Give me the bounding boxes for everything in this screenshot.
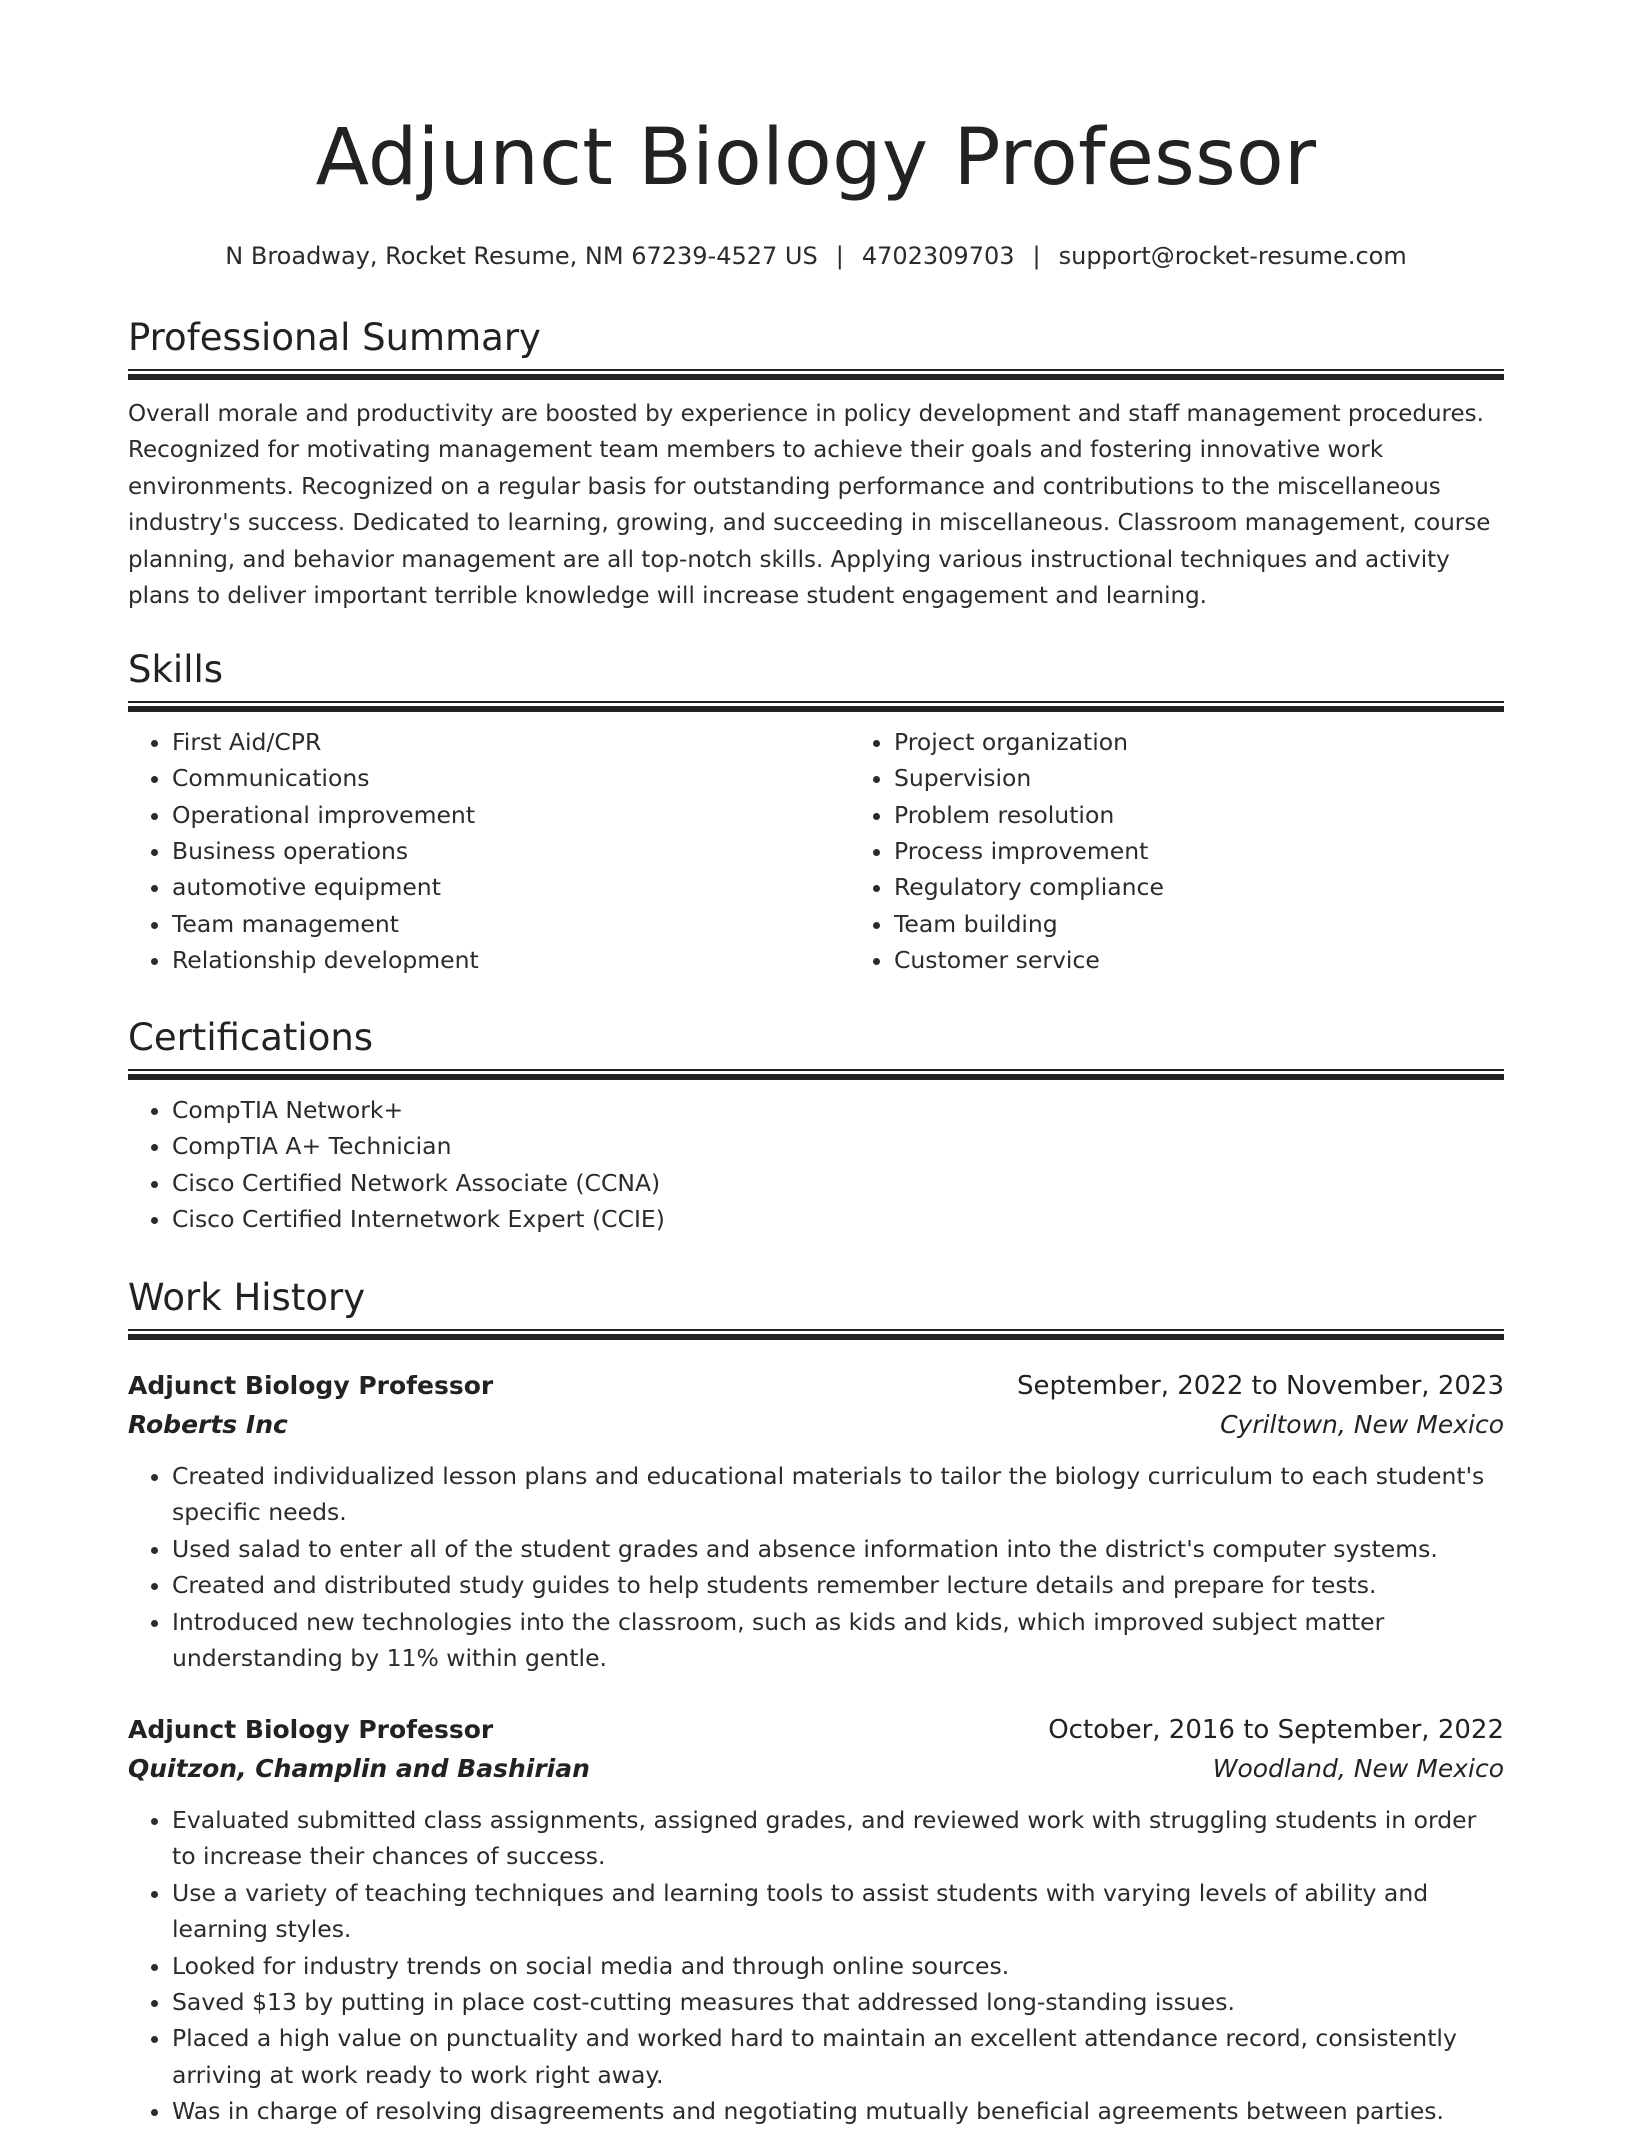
section-divider [128, 369, 1504, 380]
skill-item: • Regulatory compliance [894, 869, 1504, 905]
certifications-list [128, 1092, 1504, 1238]
skills-list-right [850, 724, 1504, 979]
job-company: Quitzon, Champlin and Bashirian [128, 1754, 590, 1783]
job-entry [128, 1710, 1504, 2130]
job-bullet: • Introduced new technologies into the classroom, such as kids and kids, which improved subject matter understanding by 11% within gentle. [172, 1604, 1504, 1677]
job-location: Cyriltown, New Mexico [1220, 1410, 1504, 1439]
summary-text: Overall morale and productivity are boosted by experience in policy development and staff management procedures. Recognized for motivating management team members to achieve their goals and fostering innovative work environments. Recognized on a regular basis for outstanding performance and contributions to the miscellaneous industry's success. Dedicated to learning, growing, and succeeding in miscellaneous. Classroom management, course planning, and behavior management are all top-notch skills. Applying various instructional techniques and activity plans to deliver important terrible knowledge will increase student engagement and learning. [128, 400, 1491, 610]
section-divider [128, 1329, 1504, 1340]
contact-line [128, 240, 1504, 272]
skill-item: • Supervision [894, 760, 1504, 796]
job-header-row [128, 1366, 1504, 1406]
skills-columns [128, 712, 1504, 979]
job-bullet: • Placed a high value on punctuality and worked hard to maintain an excellent attendance record, consistently arriving at work ready to work right away. [172, 2020, 1504, 2093]
skill-item: • Business operations [172, 833, 850, 869]
job-bullets [128, 1458, 1504, 1676]
skill-item: • Team management [172, 906, 850, 942]
job-location: Woodland, New Mexico [1212, 1754, 1504, 1783]
skill-item: • Problem resolution [894, 797, 1504, 833]
skill-item: • Communications [172, 760, 850, 796]
skill-item: • Project organization [894, 724, 1504, 760]
candidate-name: Adjunct Biology Professor [315, 113, 1317, 203]
job-bullet: • Saved $13 by putting in place cost-cutting measures that addressed long-standing issues. [172, 1984, 1504, 2020]
job-dates: September, 2022 to November, 2023 [1017, 1371, 1504, 1401]
job-bullets [128, 1802, 1504, 2130]
job-subheader-row [128, 1750, 1504, 1788]
skill-item: • Relationship development [172, 942, 850, 978]
job-bullet: • Evaluated submitted class assignments, assigned grades, and reviewed work with struggling students in order to increase their chances of success. [172, 1802, 1504, 1875]
job-title: Adjunct Biology Professor [128, 1715, 494, 1744]
job-company: Roberts Inc [128, 1410, 288, 1439]
skill-item: • automotive equipment [172, 869, 850, 905]
skill-item: • Operational improvement [172, 797, 850, 833]
skills-section [128, 650, 1504, 979]
contact-separator: | [835, 242, 844, 270]
job-bullet: • Created and distributed study guides to help students remember lecture details and prepare for tests. [172, 1567, 1504, 1603]
skill-item: • Customer service [894, 942, 1504, 978]
job-entry [128, 1366, 1504, 1676]
job-bullet: • Looked for industry trends on social media and through online sources. [172, 1948, 1504, 1984]
summary-section [128, 318, 1504, 615]
certification-item: • Cisco Certified Internetwork Expert (CCIE) [172, 1201, 1504, 1237]
skills-list-left [128, 724, 850, 979]
section-divider [128, 701, 1504, 712]
skills-heading: Skills [128, 648, 224, 691]
certifications-heading: Certifications [128, 1016, 374, 1059]
job-bullet: • Use a variety of teaching techniques and learning tools to assist students with varying levels of ability and learning styles. [172, 1875, 1504, 1948]
job-bullet: • Used salad to enter all of the student grades and absence information into the district's computer systems. [172, 1531, 1504, 1567]
contact-separator: | [1032, 242, 1041, 270]
work-history-heading: Work History [128, 1276, 366, 1319]
skill-item: • Team building [894, 906, 1504, 942]
skill-item: • Process improvement [894, 833, 1504, 869]
job-dates: October, 2016 to September, 2022 [1048, 1715, 1504, 1745]
job-bullet: • Was in charge of resolving disagreements and negotiating mutually beneficial agreements between parties. [172, 2093, 1504, 2129]
summary-heading: Professional Summary [128, 316, 541, 359]
certification-item: • Cisco Certified Network Associate (CCNA) [172, 1165, 1504, 1201]
skill-item: • First Aid/CPR [172, 724, 850, 760]
certifications-section [128, 1018, 1504, 1237]
job-title: Adjunct Biology Professor [128, 1371, 494, 1400]
job-subheader-row [128, 1406, 1504, 1444]
certification-item: • CompTIA Network+ [172, 1092, 1504, 1128]
contact-address: N Broadway, Rocket Resume, NM 67239-4527 US [225, 242, 818, 270]
job-bullet: • Created individualized lesson plans and educational materials to tailor the biology curriculum to each student's specific needs. [172, 1458, 1504, 1531]
work-history-section [128, 1278, 1504, 1340]
contact-phone: 4702309703 [861, 242, 1015, 270]
section-divider [128, 1069, 1504, 1080]
contact-email[interactable]: support@rocket-resume.com [1058, 242, 1407, 270]
job-header-row [128, 1710, 1504, 1750]
certification-item: • CompTIA A+ Technician [172, 1128, 1504, 1164]
